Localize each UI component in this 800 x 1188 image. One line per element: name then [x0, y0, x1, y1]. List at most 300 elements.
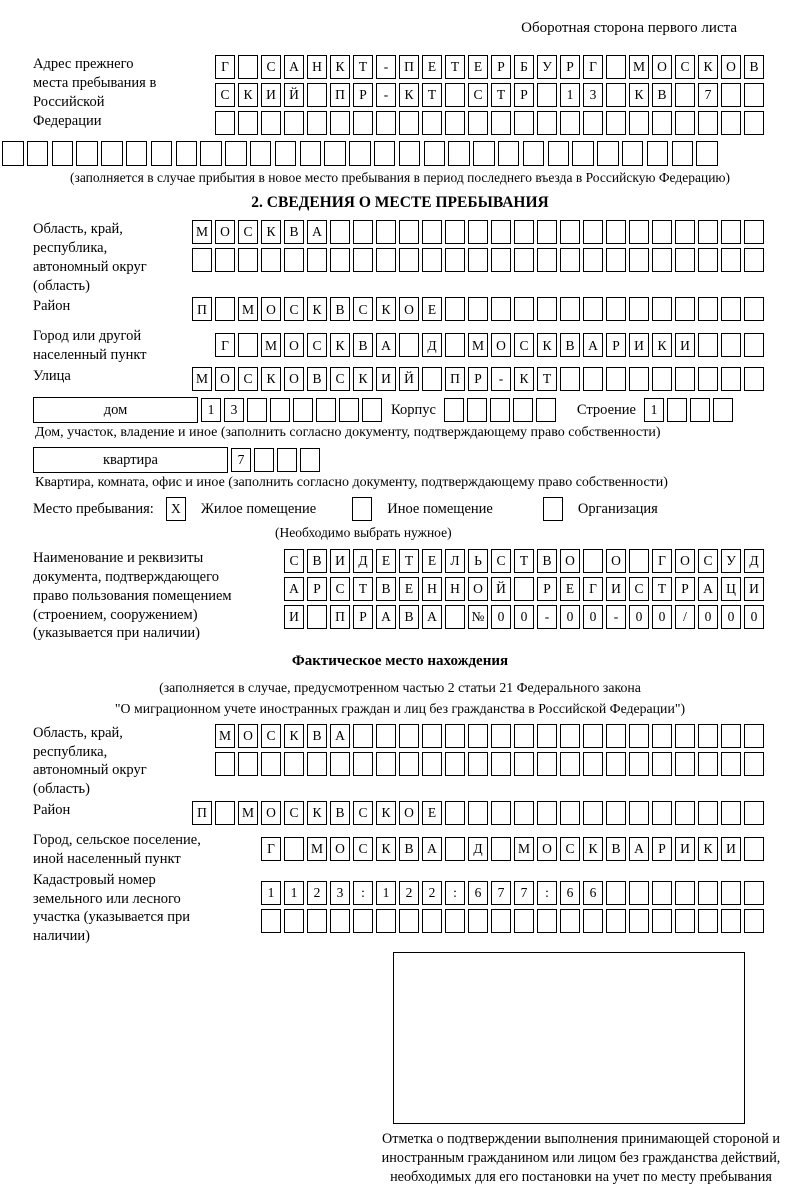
- char-cell[interactable]: [468, 724, 488, 748]
- char-cell[interactable]: 0: [652, 605, 672, 629]
- char-cell[interactable]: К: [376, 297, 396, 321]
- char-cell[interactable]: В: [330, 801, 350, 825]
- char-cell[interactable]: [698, 333, 718, 357]
- char-cell[interactable]: [376, 724, 396, 748]
- char-cell[interactable]: В: [284, 220, 304, 244]
- char-cell[interactable]: [422, 220, 442, 244]
- char-cell[interactable]: О: [284, 333, 304, 357]
- char-cell[interactable]: [2, 141, 24, 166]
- char-cell[interactable]: [424, 141, 446, 166]
- char-cell[interactable]: [445, 837, 465, 861]
- char-cell[interactable]: 6: [560, 881, 580, 905]
- char-cell[interactable]: 1: [644, 398, 664, 422]
- char-cell[interactable]: К: [284, 724, 304, 748]
- char-cell[interactable]: 7: [698, 83, 718, 107]
- char-cell[interactable]: 0: [514, 605, 534, 629]
- char-cell[interactable]: [422, 724, 442, 748]
- char-cell[interactable]: В: [744, 55, 764, 79]
- char-cell[interactable]: [696, 141, 718, 166]
- char-cell[interactable]: И: [675, 333, 695, 357]
- char-cell[interactable]: [744, 909, 764, 933]
- prev-address-line2[interactable]: [215, 83, 767, 107]
- char-cell[interactable]: К: [330, 55, 350, 79]
- char-cell[interactable]: [151, 141, 173, 166]
- char-cell[interactable]: С: [261, 55, 281, 79]
- char-cell[interactable]: С: [514, 333, 534, 357]
- char-cell[interactable]: К: [353, 367, 373, 391]
- char-cell[interactable]: [629, 220, 649, 244]
- apartment-type-box[interactable]: квартира: [33, 447, 228, 473]
- char-cell[interactable]: [491, 752, 511, 776]
- char-cell[interactable]: [629, 248, 649, 272]
- char-cell[interactable]: [629, 724, 649, 748]
- char-cell[interactable]: [376, 111, 396, 135]
- char-cell[interactable]: [491, 297, 511, 321]
- char-cell[interactable]: [675, 220, 695, 244]
- char-cell[interactable]: [537, 752, 557, 776]
- char-cell[interactable]: 6: [583, 881, 603, 905]
- char-cell[interactable]: Е: [560, 577, 580, 601]
- char-cell[interactable]: О: [215, 367, 235, 391]
- char-cell[interactable]: [284, 111, 304, 135]
- char-cell[interactable]: [583, 801, 603, 825]
- char-cell[interactable]: [675, 367, 695, 391]
- char-cell[interactable]: [514, 724, 534, 748]
- char-cell[interactable]: [560, 752, 580, 776]
- char-cell[interactable]: [514, 752, 534, 776]
- char-cell[interactable]: [672, 141, 694, 166]
- char-cell[interactable]: В: [537, 549, 557, 573]
- char-cell[interactable]: 3: [583, 83, 603, 107]
- char-cell[interactable]: [606, 752, 626, 776]
- city-line1[interactable]: [215, 333, 767, 357]
- char-cell[interactable]: Е: [422, 549, 442, 573]
- char-cell[interactable]: [606, 297, 626, 321]
- char-cell[interactable]: П: [399, 55, 419, 79]
- char-cell[interactable]: С: [491, 549, 511, 573]
- char-cell[interactable]: Р: [514, 83, 534, 107]
- char-cell[interactable]: Т: [652, 577, 672, 601]
- char-cell[interactable]: О: [284, 367, 304, 391]
- char-cell[interactable]: [215, 752, 235, 776]
- char-cell[interactable]: С: [284, 297, 304, 321]
- char-cell[interactable]: [270, 398, 290, 422]
- char-cell[interactable]: [238, 752, 258, 776]
- char-cell[interactable]: [399, 752, 419, 776]
- char-cell[interactable]: Н: [307, 55, 327, 79]
- district-line1[interactable]: [192, 297, 767, 321]
- char-cell[interactable]: 3: [224, 398, 244, 422]
- char-cell[interactable]: Р: [606, 333, 626, 357]
- char-cell[interactable]: С: [261, 724, 281, 748]
- char-cell[interactable]: [491, 801, 511, 825]
- char-cell[interactable]: [548, 141, 570, 166]
- char-cell[interactable]: А: [376, 333, 396, 357]
- char-cell[interactable]: Е: [468, 55, 488, 79]
- char-cell[interactable]: [514, 220, 534, 244]
- char-cell[interactable]: [721, 801, 741, 825]
- char-cell[interactable]: [583, 724, 603, 748]
- char-cell[interactable]: М: [215, 724, 235, 748]
- char-cell[interactable]: :: [445, 881, 465, 905]
- char-cell[interactable]: Р: [353, 83, 373, 107]
- region-line1[interactable]: [192, 220, 767, 244]
- char-cell[interactable]: [300, 448, 320, 472]
- char-cell[interactable]: [468, 111, 488, 135]
- char-cell[interactable]: [445, 297, 465, 321]
- char-cell[interactable]: С: [238, 220, 258, 244]
- char-cell[interactable]: [606, 909, 626, 933]
- char-cell[interactable]: А: [284, 55, 304, 79]
- char-cell[interactable]: [721, 909, 741, 933]
- char-cell[interactable]: А: [284, 577, 304, 601]
- char-cell[interactable]: [399, 141, 421, 166]
- char-cell[interactable]: Р: [652, 837, 672, 861]
- char-cell[interactable]: [537, 220, 557, 244]
- apartment-number-boxes[interactable]: [231, 448, 323, 472]
- char-cell[interactable]: [445, 220, 465, 244]
- char-cell[interactable]: Б: [514, 55, 534, 79]
- char-cell[interactable]: 7: [491, 881, 511, 905]
- char-cell[interactable]: В: [353, 333, 373, 357]
- char-cell[interactable]: [629, 801, 649, 825]
- char-cell[interactable]: [353, 752, 373, 776]
- char-cell[interactable]: М: [192, 220, 212, 244]
- char-cell[interactable]: [583, 220, 603, 244]
- char-cell[interactable]: [330, 111, 350, 135]
- char-cell[interactable]: [445, 83, 465, 107]
- char-cell[interactable]: [445, 724, 465, 748]
- char-cell[interactable]: [721, 297, 741, 321]
- char-cell[interactable]: [698, 220, 718, 244]
- char-cell[interactable]: [491, 220, 511, 244]
- char-cell[interactable]: [353, 220, 373, 244]
- char-cell[interactable]: К: [583, 837, 603, 861]
- char-cell[interactable]: О: [606, 549, 626, 573]
- char-cell[interactable]: [652, 111, 672, 135]
- char-cell[interactable]: [316, 398, 336, 422]
- char-cell[interactable]: К: [261, 220, 281, 244]
- char-cell[interactable]: :: [353, 881, 373, 905]
- char-cell[interactable]: Г: [652, 549, 672, 573]
- char-cell[interactable]: [284, 752, 304, 776]
- char-cell[interactable]: [698, 752, 718, 776]
- char-cell[interactable]: [200, 141, 222, 166]
- document-line3[interactable]: [284, 605, 767, 629]
- char-cell[interactable]: Н: [422, 577, 442, 601]
- char-cell[interactable]: [52, 141, 74, 166]
- char-cell[interactable]: В: [307, 367, 327, 391]
- char-cell[interactable]: [606, 55, 626, 79]
- char-cell[interactable]: В: [307, 724, 327, 748]
- char-cell[interactable]: [606, 83, 626, 107]
- char-cell[interactable]: [76, 141, 98, 166]
- char-cell[interactable]: [284, 909, 304, 933]
- char-cell[interactable]: А: [698, 577, 718, 601]
- char-cell[interactable]: И: [675, 837, 695, 861]
- char-cell[interactable]: [537, 248, 557, 272]
- char-cell[interactable]: [560, 909, 580, 933]
- char-cell[interactable]: 0: [629, 605, 649, 629]
- char-cell[interactable]: И: [744, 577, 764, 601]
- char-cell[interactable]: [514, 801, 534, 825]
- char-cell[interactable]: [238, 111, 258, 135]
- char-cell[interactable]: [606, 801, 626, 825]
- char-cell[interactable]: [353, 111, 373, 135]
- char-cell[interactable]: [445, 248, 465, 272]
- char-cell[interactable]: И: [261, 83, 281, 107]
- char-cell[interactable]: Ь: [468, 549, 488, 573]
- char-cell[interactable]: Е: [422, 55, 442, 79]
- char-cell[interactable]: -: [376, 83, 396, 107]
- char-cell[interactable]: [606, 111, 626, 135]
- region-line2[interactable]: [192, 248, 767, 272]
- char-cell[interactable]: О: [261, 801, 281, 825]
- char-cell[interactable]: [247, 398, 267, 422]
- char-cell[interactable]: [300, 141, 322, 166]
- char-cell[interactable]: В: [307, 549, 327, 573]
- char-cell[interactable]: Т: [514, 549, 534, 573]
- char-cell[interactable]: [606, 220, 626, 244]
- char-cell[interactable]: [284, 837, 304, 861]
- char-cell[interactable]: К: [238, 83, 258, 107]
- char-cell[interactable]: А: [422, 837, 442, 861]
- char-cell[interactable]: [721, 220, 741, 244]
- char-cell[interactable]: [606, 881, 626, 905]
- char-cell[interactable]: В: [560, 333, 580, 357]
- char-cell[interactable]: А: [583, 333, 603, 357]
- char-cell[interactable]: П: [330, 605, 350, 629]
- char-cell[interactable]: [376, 220, 396, 244]
- char-cell[interactable]: 1: [560, 83, 580, 107]
- char-cell[interactable]: [261, 909, 281, 933]
- char-cell[interactable]: 1: [201, 398, 221, 422]
- char-cell[interactable]: [560, 367, 580, 391]
- char-cell[interactable]: [744, 724, 764, 748]
- char-cell[interactable]: П: [330, 83, 350, 107]
- char-cell[interactable]: [675, 801, 695, 825]
- char-cell[interactable]: [284, 248, 304, 272]
- char-cell[interactable]: [293, 398, 313, 422]
- char-cell[interactable]: [721, 881, 741, 905]
- char-cell[interactable]: С: [560, 837, 580, 861]
- char-cell[interactable]: И: [376, 367, 396, 391]
- char-cell[interactable]: [537, 111, 557, 135]
- char-cell[interactable]: [652, 801, 672, 825]
- char-cell[interactable]: [523, 141, 545, 166]
- char-cell[interactable]: [445, 801, 465, 825]
- char-cell[interactable]: [307, 605, 327, 629]
- char-cell[interactable]: К: [376, 837, 396, 861]
- char-cell[interactable]: [537, 909, 557, 933]
- char-cell[interactable]: 2: [422, 881, 442, 905]
- char-cell[interactable]: №: [468, 605, 488, 629]
- prev-address-line1[interactable]: [215, 55, 767, 79]
- char-cell[interactable]: О: [652, 55, 672, 79]
- char-cell[interactable]: 7: [514, 881, 534, 905]
- char-cell[interactable]: [652, 881, 672, 905]
- char-cell[interactable]: [324, 141, 346, 166]
- char-cell[interactable]: [583, 248, 603, 272]
- char-cell[interactable]: [583, 111, 603, 135]
- stay-type-checkbox-organization[interactable]: [543, 497, 566, 521]
- char-cell[interactable]: Л: [445, 549, 465, 573]
- char-cell[interactable]: [307, 248, 327, 272]
- char-cell[interactable]: [721, 367, 741, 391]
- char-cell[interactable]: [399, 248, 419, 272]
- char-cell[interactable]: [215, 111, 235, 135]
- char-cell[interactable]: [330, 909, 350, 933]
- char-cell[interactable]: М: [238, 801, 258, 825]
- char-cell[interactable]: [514, 111, 534, 135]
- char-cell[interactable]: Р: [353, 605, 373, 629]
- char-cell[interactable]: [277, 448, 297, 472]
- char-cell[interactable]: [698, 297, 718, 321]
- char-cell[interactable]: [353, 724, 373, 748]
- char-cell[interactable]: В: [606, 837, 626, 861]
- char-cell[interactable]: И: [606, 577, 626, 601]
- char-cell[interactable]: [629, 909, 649, 933]
- house-type-box[interactable]: дом: [33, 397, 198, 423]
- char-cell[interactable]: [652, 724, 672, 748]
- char-cell[interactable]: [376, 248, 396, 272]
- char-cell[interactable]: С: [675, 55, 695, 79]
- char-cell[interactable]: [275, 141, 297, 166]
- char-cell[interactable]: [126, 141, 148, 166]
- document-line1[interactable]: [284, 549, 767, 573]
- char-cell[interactable]: [491, 837, 511, 861]
- char-cell[interactable]: П: [192, 801, 212, 825]
- char-cell[interactable]: -: [491, 367, 511, 391]
- char-cell[interactable]: [514, 577, 534, 601]
- char-cell[interactable]: [698, 881, 718, 905]
- char-cell[interactable]: [261, 248, 281, 272]
- char-cell[interactable]: А: [307, 220, 327, 244]
- char-cell[interactable]: С: [353, 837, 373, 861]
- char-cell[interactable]: [744, 83, 764, 107]
- char-cell[interactable]: С: [468, 83, 488, 107]
- char-cell[interactable]: [560, 111, 580, 135]
- char-cell[interactable]: М: [238, 297, 258, 321]
- char-cell[interactable]: О: [399, 297, 419, 321]
- char-cell[interactable]: О: [330, 837, 350, 861]
- char-cell[interactable]: [560, 724, 580, 748]
- char-cell[interactable]: Й: [284, 83, 304, 107]
- char-cell[interactable]: Т: [353, 577, 373, 601]
- char-cell[interactable]: [606, 724, 626, 748]
- char-cell[interactable]: [698, 248, 718, 272]
- char-cell[interactable]: В: [376, 577, 396, 601]
- char-cell[interactable]: [238, 333, 258, 357]
- char-cell[interactable]: [445, 909, 465, 933]
- char-cell[interactable]: [468, 248, 488, 272]
- prev-address-line3[interactable]: [215, 111, 767, 135]
- char-cell[interactable]: [353, 248, 373, 272]
- char-cell[interactable]: [652, 220, 672, 244]
- char-cell[interactable]: В: [330, 297, 350, 321]
- char-cell[interactable]: И: [629, 333, 649, 357]
- char-cell[interactable]: 2: [307, 881, 327, 905]
- char-cell[interactable]: [629, 297, 649, 321]
- char-cell[interactable]: [349, 141, 371, 166]
- stay-type-checkbox-residential[interactable]: [166, 497, 189, 521]
- char-cell[interactable]: С: [238, 367, 258, 391]
- char-cell[interactable]: К: [698, 837, 718, 861]
- char-cell[interactable]: [330, 220, 350, 244]
- char-cell[interactable]: [606, 367, 626, 391]
- char-cell[interactable]: [445, 752, 465, 776]
- char-cell[interactable]: [698, 909, 718, 933]
- char-cell[interactable]: Р: [468, 367, 488, 391]
- region2-line2[interactable]: [215, 752, 767, 776]
- char-cell[interactable]: [330, 248, 350, 272]
- char-cell[interactable]: [675, 724, 695, 748]
- char-cell[interactable]: [399, 333, 419, 357]
- city2-line1[interactable]: [261, 837, 767, 861]
- char-cell[interactable]: [176, 141, 198, 166]
- char-cell[interactable]: [339, 398, 359, 422]
- char-cell[interactable]: Е: [399, 577, 419, 601]
- char-cell[interactable]: [572, 141, 594, 166]
- char-cell[interactable]: [467, 398, 487, 422]
- char-cell[interactable]: [225, 141, 247, 166]
- char-cell[interactable]: [445, 111, 465, 135]
- char-cell[interactable]: 1: [376, 881, 396, 905]
- char-cell[interactable]: К: [537, 333, 557, 357]
- char-cell[interactable]: У: [537, 55, 557, 79]
- char-cell[interactable]: [744, 248, 764, 272]
- street-line1[interactable]: [192, 367, 767, 391]
- char-cell[interactable]: Т: [353, 55, 373, 79]
- char-cell[interactable]: [468, 801, 488, 825]
- char-cell[interactable]: 0: [698, 605, 718, 629]
- house-number-boxes[interactable]: [201, 398, 385, 422]
- char-cell[interactable]: [537, 724, 557, 748]
- char-cell[interactable]: [374, 141, 396, 166]
- char-cell[interactable]: [422, 248, 442, 272]
- char-cell[interactable]: [536, 398, 556, 422]
- char-cell[interactable]: [468, 297, 488, 321]
- char-cell[interactable]: К: [330, 333, 350, 357]
- char-cell[interactable]: [675, 881, 695, 905]
- char-cell[interactable]: [698, 724, 718, 748]
- char-cell[interactable]: [583, 297, 603, 321]
- char-cell[interactable]: Г: [261, 837, 281, 861]
- char-cell[interactable]: Д: [353, 549, 373, 573]
- char-cell[interactable]: :: [537, 881, 557, 905]
- char-cell[interactable]: М: [514, 837, 534, 861]
- char-cell[interactable]: И: [284, 605, 304, 629]
- char-cell[interactable]: [675, 83, 695, 107]
- char-cell[interactable]: [622, 141, 644, 166]
- char-cell[interactable]: [490, 398, 510, 422]
- char-cell[interactable]: [399, 220, 419, 244]
- char-cell[interactable]: [362, 398, 382, 422]
- char-cell[interactable]: [353, 909, 373, 933]
- char-cell[interactable]: [307, 909, 327, 933]
- char-cell[interactable]: Й: [399, 367, 419, 391]
- char-cell[interactable]: С: [330, 577, 350, 601]
- char-cell[interactable]: [675, 297, 695, 321]
- char-cell[interactable]: [514, 909, 534, 933]
- char-cell[interactable]: Т: [445, 55, 465, 79]
- char-cell[interactable]: [422, 367, 442, 391]
- char-cell[interactable]: К: [307, 297, 327, 321]
- char-cell[interactable]: [422, 752, 442, 776]
- char-cell[interactable]: О: [468, 577, 488, 601]
- char-cell[interactable]: [744, 752, 764, 776]
- char-cell[interactable]: [215, 297, 235, 321]
